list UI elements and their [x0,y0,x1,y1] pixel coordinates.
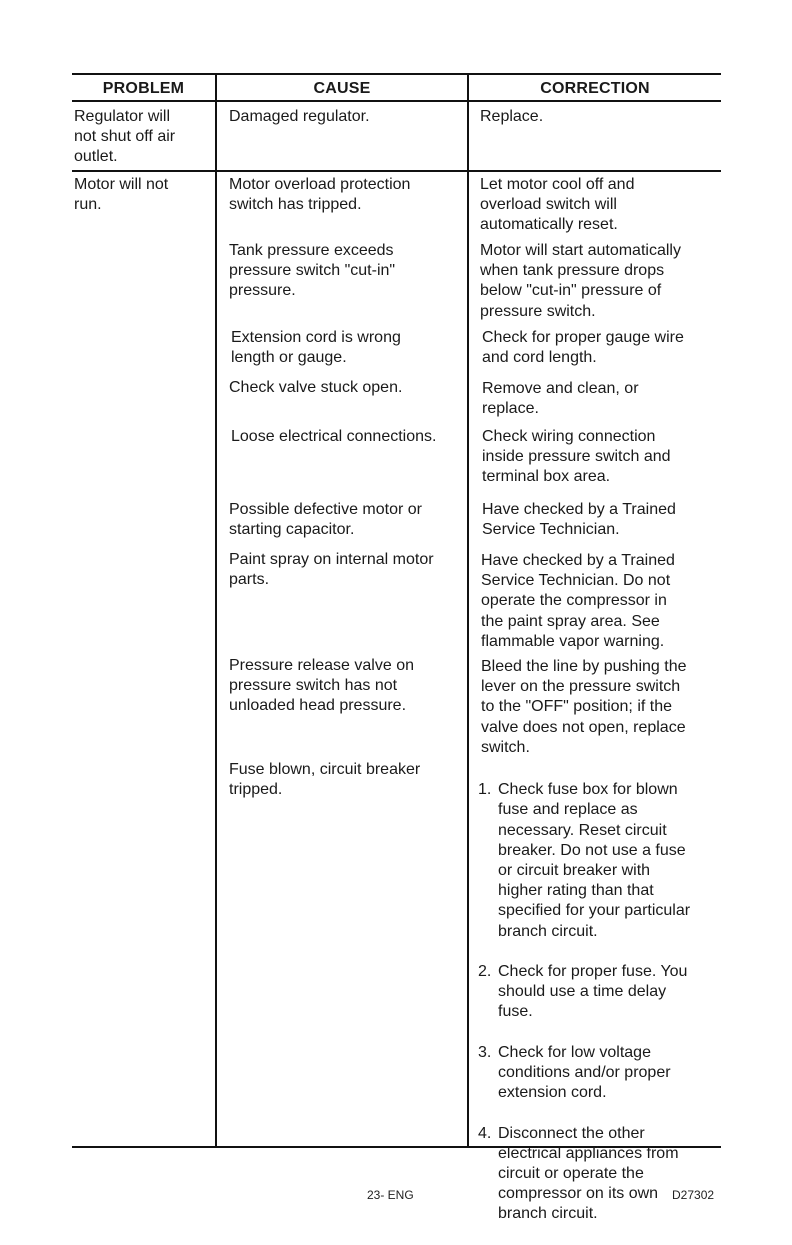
header-problem: PROBLEM [102,80,185,97]
list-item [478,962,721,1023]
list-number: 4. [478,1124,492,1142]
list-number: 1. [478,781,492,799]
document-code: D27302 [672,1188,715,1202]
cause-loose-connections: Loose electrical connections. [231,428,437,445]
list-item [478,1124,721,1225]
list-number: 2. [478,963,492,981]
column-divider-1 [215,74,217,1147]
cause-damaged-regulator: Damaged regulator. [229,108,370,125]
row-divider [72,170,721,172]
column-divider-2 [467,74,469,1147]
list-number: 3. [478,1043,492,1061]
cause-extension-cord: Extension cord is wrong length or gauge. [231,329,401,367]
header-correction: CORRECTION [540,80,650,97]
cause-tank-pressure: Tank pressure exceeds pressure switch "cut-in" pressure. [229,242,396,300]
correction-check-wiring: Check wiring connection inside pressure switch and terminal box area. [482,428,671,486]
list-item [478,1043,721,1104]
correction-gauge-wire: Check for proper gauge wire and cord length. [482,329,684,367]
list-text: Disconnect the other electrical appliances from circuit or operate the compressor on its own branch circuit. [498,1124,679,1223]
cause-fuse-blown: Fuse blown, circuit breaker tripped. [229,761,421,799]
list-item [478,780,721,942]
correction-trained-technician: Have checked by a Trained Service Technician. [482,501,676,539]
correction-cool-off: Let motor cool off and overload switch will automatically reset. [480,176,635,234]
correction-fuse-list [478,760,721,1245]
correction-remove-clean: Remove and clean, or replace. [482,380,639,418]
problem-regulator: Regulator will not shut off air outlet. [74,108,176,166]
correction-bleed-line: Bleed the line by pushing the lever on the pressure switch to the "OFF" position; if the valve does not open, replace switch. [481,658,687,756]
cause-paint-spray: Paint spray on internal motor parts. [229,551,434,589]
list-text: Check for proper fuse. You should use a time delay fuse. [498,963,688,1021]
cause-check-valve: Check valve stuck open. [229,379,403,396]
cause-defective-motor: Possible defective motor or starting capacitor. [229,501,422,539]
table-top-rule [72,73,721,75]
page-number: 23- ENG [367,1188,414,1202]
header-bottom-rule [72,100,721,102]
correction-replace: Replace. [480,108,544,125]
list-text: Check for low voltage conditions and/or proper extension cord. [498,1043,671,1102]
list-text: Check fuse box for blown fuse and replace as necessary. Reset circuit breaker. Do not use a fuse or circuit breaker with higher rating than that specified for your particular branch circuit. [498,781,691,940]
cause-pressure-release: Pressure release valve on pressure switch has not unloaded head pressure. [229,657,414,715]
problem-motor-will-not-run: Motor will not run. [74,176,169,214]
correction-paint-spray: Have checked by a Trained Service Technician. Do not operate the compressor in the paint spray area. See flammable vapor warning. [481,552,675,650]
correction-start-automatically: Motor will start automatically when tank pressure drops below "cut-in" pressure of pressure switch. [480,242,681,320]
cause-overload-tripped: Motor overload protection switch has tripped. [229,176,411,214]
header-cause: CAUSE [313,80,371,97]
